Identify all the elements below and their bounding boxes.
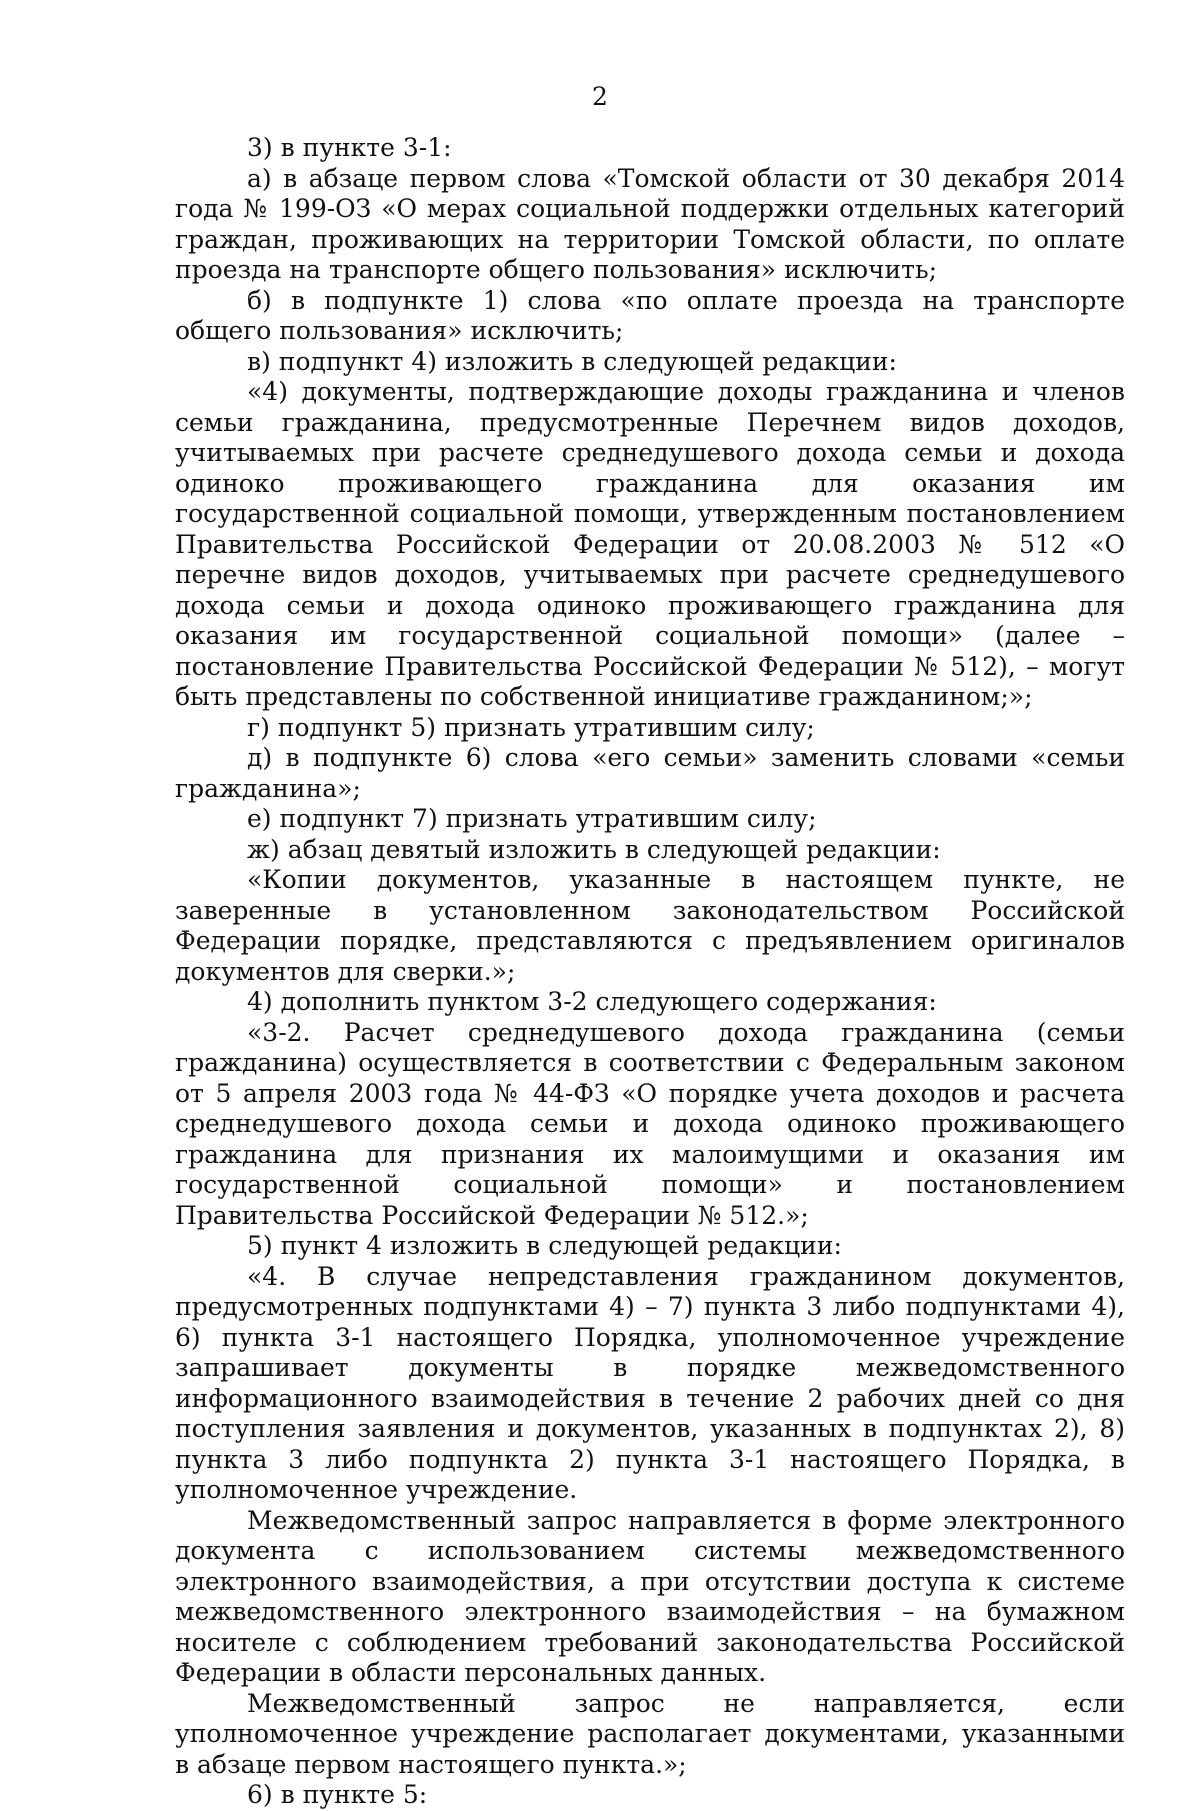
paragraph-quoted-item-4: «4. В случае непредставления гражданином документов, предусмотренных подпунктами 4) – 7) пункта 3 либо подпунктами 4), 6) пункта 3-1 настоящего Порядка, уполномоченное учреждение запрашивает документы в порядке межведомственного информационного взаимодействия в течение 2 рабочих дней со дня поступления заявления и документов, указанных в подпунктах 2), 8) пункта 3 либо подпункта 2) пункта 3-1 настоящего Порядка, в уполномоченное учреждение. xyxy=(175,1261,1125,1504)
paragraph-quoted-copies: «Копии документов, указанные в настоящем пункте, не заверенные в установленном законодательством Российской Федерации порядке, представляются с предъявлением оригиналов документов для сверки.»; xyxy=(175,865,1125,986)
paragraph-subitem-g: г) подпункт 5) признать утратившим силу; xyxy=(247,712,815,742)
paragraph-item-5-heading: 5) пункт 4 изложить в следующей редакции: xyxy=(247,1231,842,1260)
paragraph-subitem-v: в) подпункт 4) изложить в следующей редакции: xyxy=(247,346,897,376)
paragraph-subitem-a: а) в абзаце первом слова «Томской области от 30 декабря 2014 года № 199-ОЗ «О мерах социальной поддержки отдельных категорий граждан, проживающих на территории Томской области, по оплате проезда на транспорте общего пользования» исключить; xyxy=(175,163,1125,284)
paragraph-quoted-subitem-4: «4) документы, подтверждающие доходы гражданина и членов семьи гражданина, предусмотренные Перечнем видов доходов, учитываемых при расчете среднедушевого дохода семьи и дохода одиноко проживающего гражданина для оказания им государственной социальной помощи, утвержденным постановлением Правительства Российской Федерации от 20.08.2003 № 512 «О перечне видов доходов, учитываемых при расчете среднедушевого дохода семьи и дохода одиноко проживающего гражданина для оказания им государственной социальной помощи» (далее – постановление Правительства Российской Федерации № 512), – могут быть представлены по собственной инициативе гражданином;»; xyxy=(175,377,1125,711)
paragraph-quoted-item-3-2: «3-2. Расчет среднедушевого дохода гражданина (семьи гражданина) осуществляется в соответствии с Федеральным законом от 5 апреля 2003 года № 44-ФЗ «О порядке учета доходов и расчета среднедушевого дохода семьи и дохода одиноко проживающего гражданина для признания их малоимущими и оказания им государственной социальной помощи» и постановлением Правительства Российской Федерации № 512.»; xyxy=(175,1017,1125,1230)
paragraph-item-3-heading: 3) в пункте 3-1: xyxy=(247,133,452,162)
paragraph-subitem-b: б) в подпункте 1) слова «по оплате проезда на транспорте общего пользования» исключить; xyxy=(175,285,1125,345)
document-body xyxy=(175,133,1125,1811)
paragraph-subitem-d: д) в подпункте 6) слова «его семьи» заменить словами «семьи гражданина»; xyxy=(175,743,1125,803)
paragraph-item-4-heading: 4) дополнить пунктом 3-2 следующего содержания: xyxy=(247,987,937,1016)
paragraph-item-6-heading: 6) в пункте 5: xyxy=(247,1780,428,1809)
paragraph-request-not-sent: Межведомственный запрос не направляется, если уполномоченное учреждение располагает документами, указанными в абзаце первом настоящего пункта.»; xyxy=(175,1688,1125,1779)
paragraph-subitem-e: е) подпункт 7) признать утратившим силу; xyxy=(247,804,817,833)
page-number: 2 xyxy=(592,82,608,111)
paragraph-interagency-request: Межведомственный запрос направляется в форме электронного документа с использованием системы межведомственного электронного взаимодействия, а при отсутствии доступа к системе межведомственного электронного взаимодействия – на бумажном носителе с соблюдением требований законодательства Российской Федерации в области персональных данных. xyxy=(175,1505,1125,1687)
paragraph-subitem-zh: ж) абзац девятый изложить в следующей редакции: xyxy=(247,834,941,864)
